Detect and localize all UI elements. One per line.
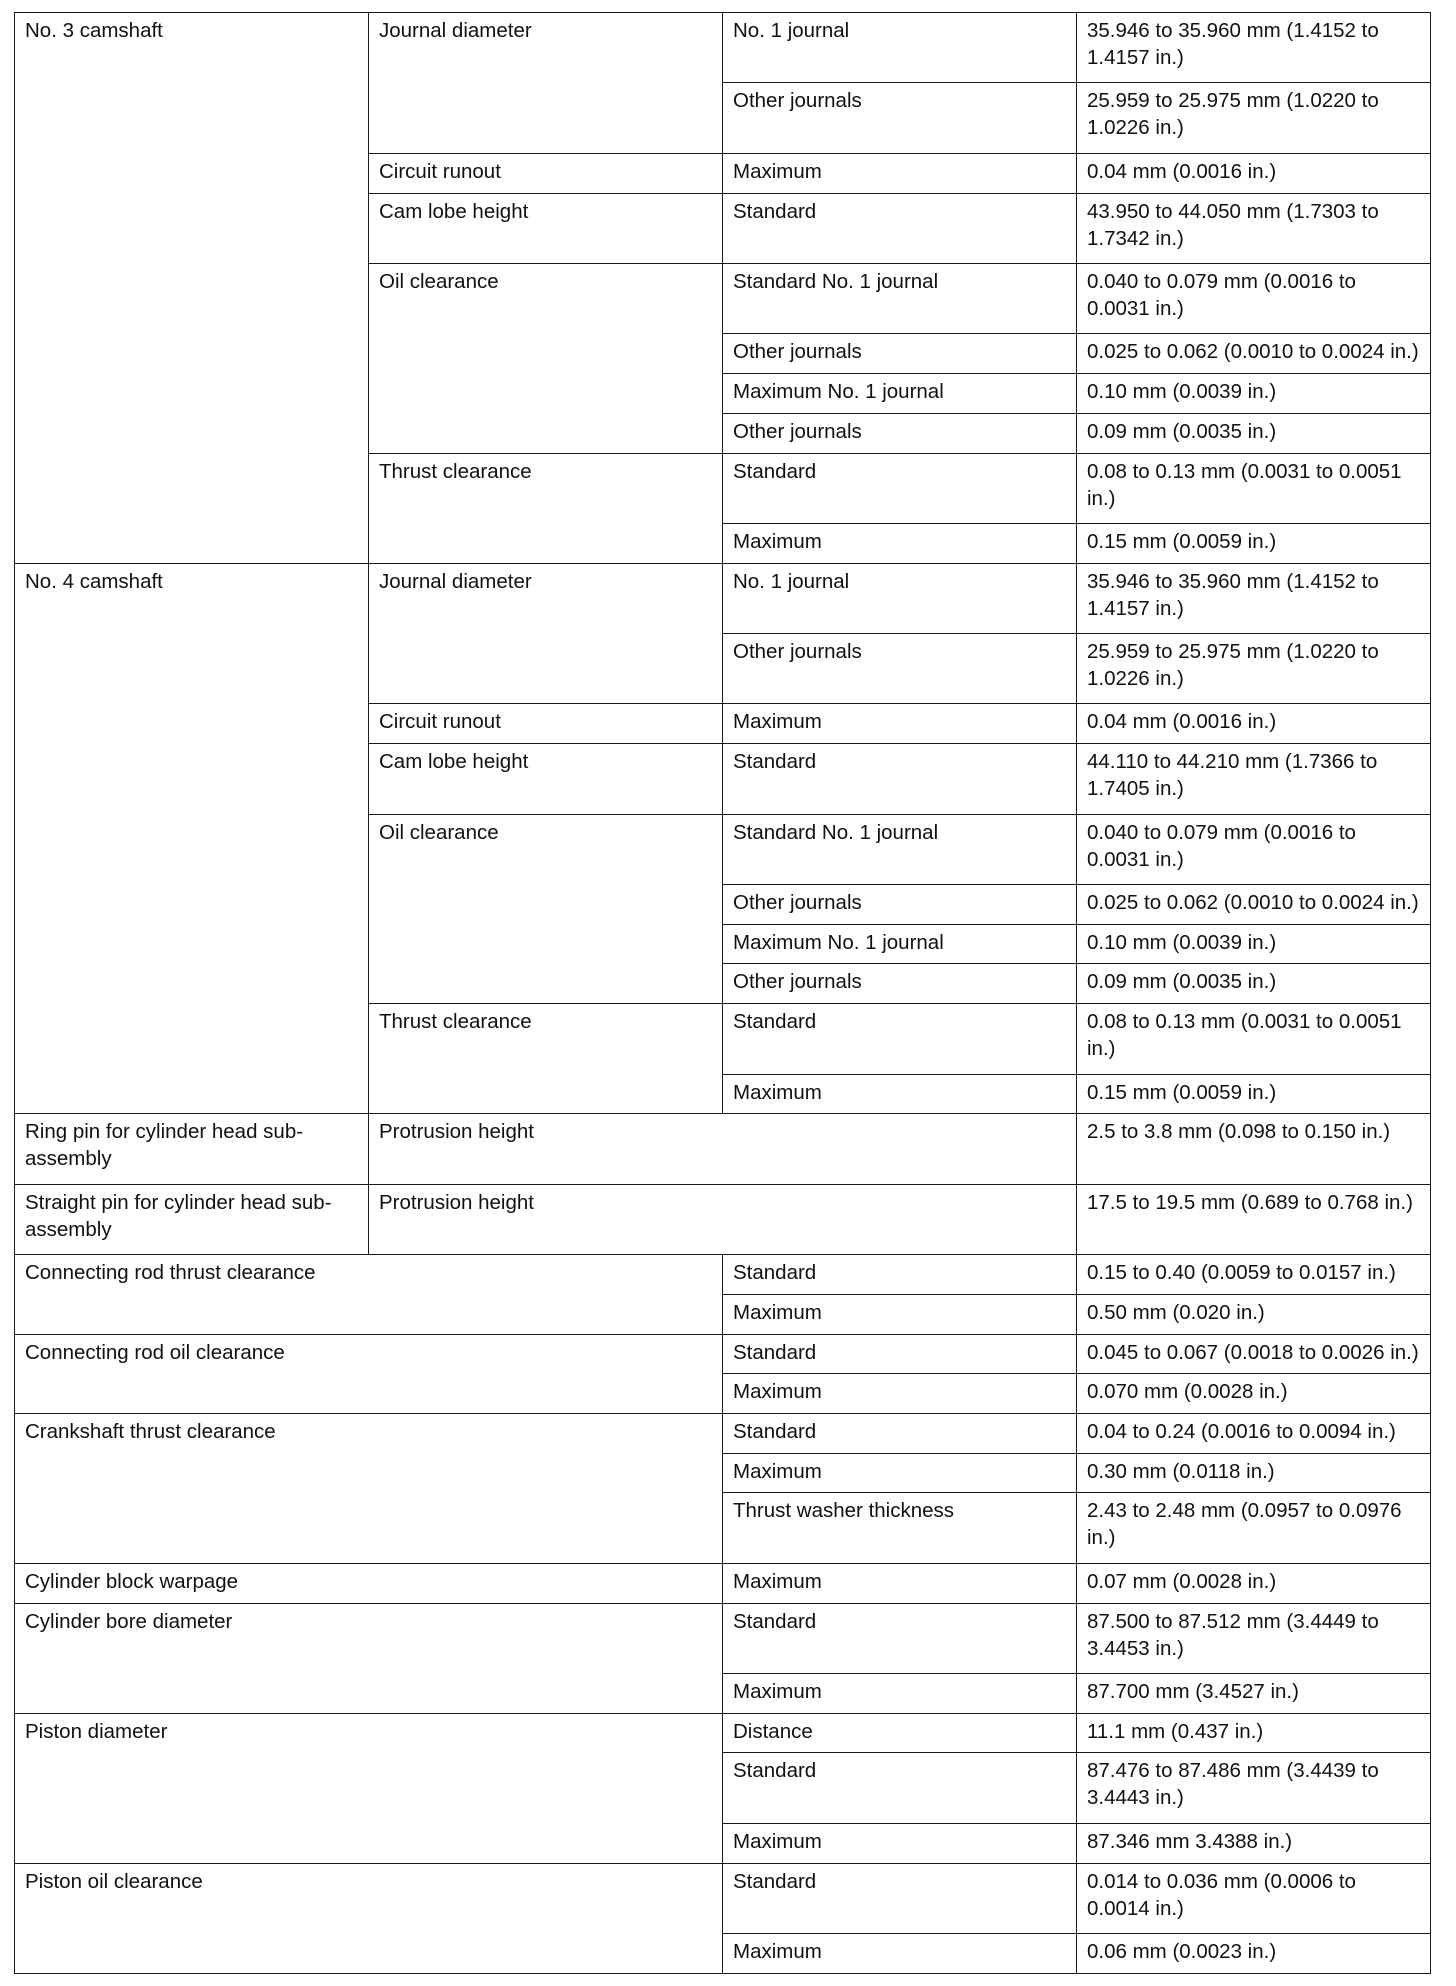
parameter-cell: Journal diameter [369, 13, 723, 154]
item-cell: Connecting rod oil clearance [15, 1334, 723, 1413]
parameter-cell: Circuit runout [369, 704, 723, 744]
condition-cell: Other journals [723, 83, 1077, 153]
value-cell: 35.946 to 35.960 mm (1.4152 to 1.4157 in.) [1077, 13, 1431, 83]
value-cell: 0.15 to 0.40 (0.0059 to 0.0157 in.) [1077, 1255, 1431, 1295]
table-row [15, 1334, 1431, 1374]
item-cell: Connecting rod thrust clearance [15, 1255, 723, 1334]
value-cell: 43.950 to 44.050 mm (1.7303 to 1.7342 in.) [1077, 193, 1431, 263]
table-row [15, 1413, 1431, 1453]
parameter-cell: Oil clearance [369, 263, 723, 453]
condition-cell: Standard [723, 1863, 1077, 1933]
condition-cell: Maximum [723, 1933, 1077, 1973]
value-cell: 0.025 to 0.062 (0.0010 to 0.0024 in.) [1077, 884, 1431, 924]
value-cell: 0.10 mm (0.0039 in.) [1077, 924, 1431, 964]
parameter-cell: Cam lobe height [369, 193, 723, 263]
value-cell: 0.045 to 0.067 (0.0018 to 0.0026 in.) [1077, 1334, 1431, 1374]
condition-cell: Standard No. 1 journal [723, 814, 1077, 884]
value-cell: 0.025 to 0.062 (0.0010 to 0.0024 in.) [1077, 334, 1431, 374]
condition-cell: Standard [723, 1004, 1077, 1074]
spec-table [14, 12, 1431, 1974]
table-row [15, 1184, 1431, 1254]
item-cell: Piston oil clearance [15, 1863, 723, 1973]
value-cell: 0.15 mm (0.0059 in.) [1077, 1074, 1431, 1114]
table-row [15, 1114, 1431, 1184]
value-cell: 0.09 mm (0.0035 in.) [1077, 413, 1431, 453]
table-row [15, 1563, 1431, 1603]
parameter-cell: Protrusion height [369, 1184, 1077, 1254]
value-cell: 44.110 to 44.210 mm (1.7366 to 1.7405 in.) [1077, 744, 1431, 814]
value-cell: 0.014 to 0.036 mm (0.0006 to 0.0014 in.) [1077, 1863, 1431, 1933]
parameter-cell: Oil clearance [369, 814, 723, 1004]
condition-cell: Other journals [723, 334, 1077, 374]
condition-cell: Standard [723, 193, 1077, 263]
parameter-cell: Journal diameter [369, 563, 723, 704]
condition-cell: Maximum [723, 523, 1077, 563]
value-cell: 0.06 mm (0.0023 in.) [1077, 1933, 1431, 1973]
condition-cell: Standard [723, 1413, 1077, 1453]
value-cell: 25.959 to 25.975 mm (1.0220 to 1.0226 in.) [1077, 83, 1431, 153]
condition-cell: Other journals [723, 884, 1077, 924]
condition-cell: Maximum [723, 704, 1077, 744]
condition-cell: Standard [723, 1603, 1077, 1673]
condition-cell: Standard [723, 1753, 1077, 1823]
item-cell: Ring pin for cylinder head sub-assembly [15, 1114, 369, 1184]
value-cell: 0.09 mm (0.0035 in.) [1077, 964, 1431, 1004]
condition-cell: Maximum [723, 153, 1077, 193]
value-cell: 0.15 mm (0.0059 in.) [1077, 523, 1431, 563]
condition-cell: No. 1 journal [723, 563, 1077, 633]
condition-cell: Standard [723, 1255, 1077, 1295]
condition-cell: Standard [723, 744, 1077, 814]
value-cell: 0.04 mm (0.0016 in.) [1077, 153, 1431, 193]
value-cell: 0.50 mm (0.020 in.) [1077, 1294, 1431, 1334]
condition-cell: Maximum [723, 1074, 1077, 1114]
value-cell: 0.04 mm (0.0016 in.) [1077, 704, 1431, 744]
parameter-cell: Thrust clearance [369, 1004, 723, 1114]
value-cell: 0.30 mm (0.0118 in.) [1077, 1453, 1431, 1493]
item-cell: Crankshaft thrust clearance [15, 1413, 723, 1563]
table-row [15, 13, 1431, 83]
condition-cell: No. 1 journal [723, 13, 1077, 83]
condition-cell: Maximum No. 1 journal [723, 374, 1077, 414]
parameter-cell: Thrust clearance [369, 453, 723, 563]
value-cell: 2.5 to 3.8 mm (0.098 to 0.150 in.) [1077, 1114, 1431, 1184]
condition-cell: Other journals [723, 413, 1077, 453]
item-cell: Cylinder bore diameter [15, 1603, 723, 1713]
condition-cell: Maximum [723, 1823, 1077, 1863]
table-row [15, 1603, 1431, 1673]
value-cell: 0.08 to 0.13 mm (0.0031 to 0.0051 in.) [1077, 453, 1431, 523]
condition-cell: Thrust washer thickness [723, 1493, 1077, 1563]
value-cell: 0.04 to 0.24 (0.0016 to 0.0094 in.) [1077, 1413, 1431, 1453]
table-row [15, 1713, 1431, 1753]
item-cell: Cylinder block warpage [15, 1563, 723, 1603]
item-cell: No. 4 camshaft [15, 563, 369, 1114]
table-row [15, 1863, 1431, 1933]
parameter-cell: Circuit runout [369, 153, 723, 193]
condition-cell: Other journals [723, 634, 1077, 704]
condition-cell: Other journals [723, 964, 1077, 1004]
value-cell: 35.946 to 35.960 mm (1.4152 to 1.4157 in.) [1077, 563, 1431, 633]
value-cell: 0.040 to 0.079 mm (0.0016 to 0.0031 in.) [1077, 263, 1431, 333]
value-cell: 87.346 mm 3.4388 in.) [1077, 1823, 1431, 1863]
item-cell: Straight pin for cylinder head sub-assembly [15, 1184, 369, 1254]
value-cell: 25.959 to 25.975 mm (1.0220 to 1.0226 in.) [1077, 634, 1431, 704]
value-cell: 0.10 mm (0.0039 in.) [1077, 374, 1431, 414]
condition-cell: Standard No. 1 journal [723, 263, 1077, 333]
value-cell: 0.08 to 0.13 mm (0.0031 to 0.0051 in.) [1077, 1004, 1431, 1074]
value-cell: 0.040 to 0.079 mm (0.0016 to 0.0031 in.) [1077, 814, 1431, 884]
condition-cell: Maximum [723, 1563, 1077, 1603]
condition-cell: Standard [723, 453, 1077, 523]
condition-cell: Standard [723, 1334, 1077, 1374]
value-cell: 2.43 to 2.48 mm (0.0957 to 0.0976 in.) [1077, 1493, 1431, 1563]
condition-cell: Maximum [723, 1374, 1077, 1414]
table-row [15, 1255, 1431, 1295]
condition-cell: Maximum [723, 1294, 1077, 1334]
value-cell: 87.700 mm (3.4527 in.) [1077, 1673, 1431, 1713]
item-cell: No. 3 camshaft [15, 13, 369, 564]
condition-cell: Maximum [723, 1673, 1077, 1713]
condition-cell: Maximum [723, 1453, 1077, 1493]
condition-cell: Maximum No. 1 journal [723, 924, 1077, 964]
value-cell: 87.476 to 87.486 mm (3.4439 to 3.4443 in.) [1077, 1753, 1431, 1823]
parameter-cell: Protrusion height [369, 1114, 1077, 1184]
parameter-cell: Cam lobe height [369, 744, 723, 814]
condition-cell: Distance [723, 1713, 1077, 1753]
value-cell: 87.500 to 87.512 mm (3.4449 to 3.4453 in.) [1077, 1603, 1431, 1673]
table-row [15, 563, 1431, 633]
value-cell: 0.07 mm (0.0028 in.) [1077, 1563, 1431, 1603]
item-cell: Piston diameter [15, 1713, 723, 1863]
value-cell: 0.070 mm (0.0028 in.) [1077, 1374, 1431, 1414]
value-cell: 11.1 mm (0.437 in.) [1077, 1713, 1431, 1753]
value-cell: 17.5 to 19.5 mm (0.689 to 0.768 in.) [1077, 1184, 1431, 1254]
